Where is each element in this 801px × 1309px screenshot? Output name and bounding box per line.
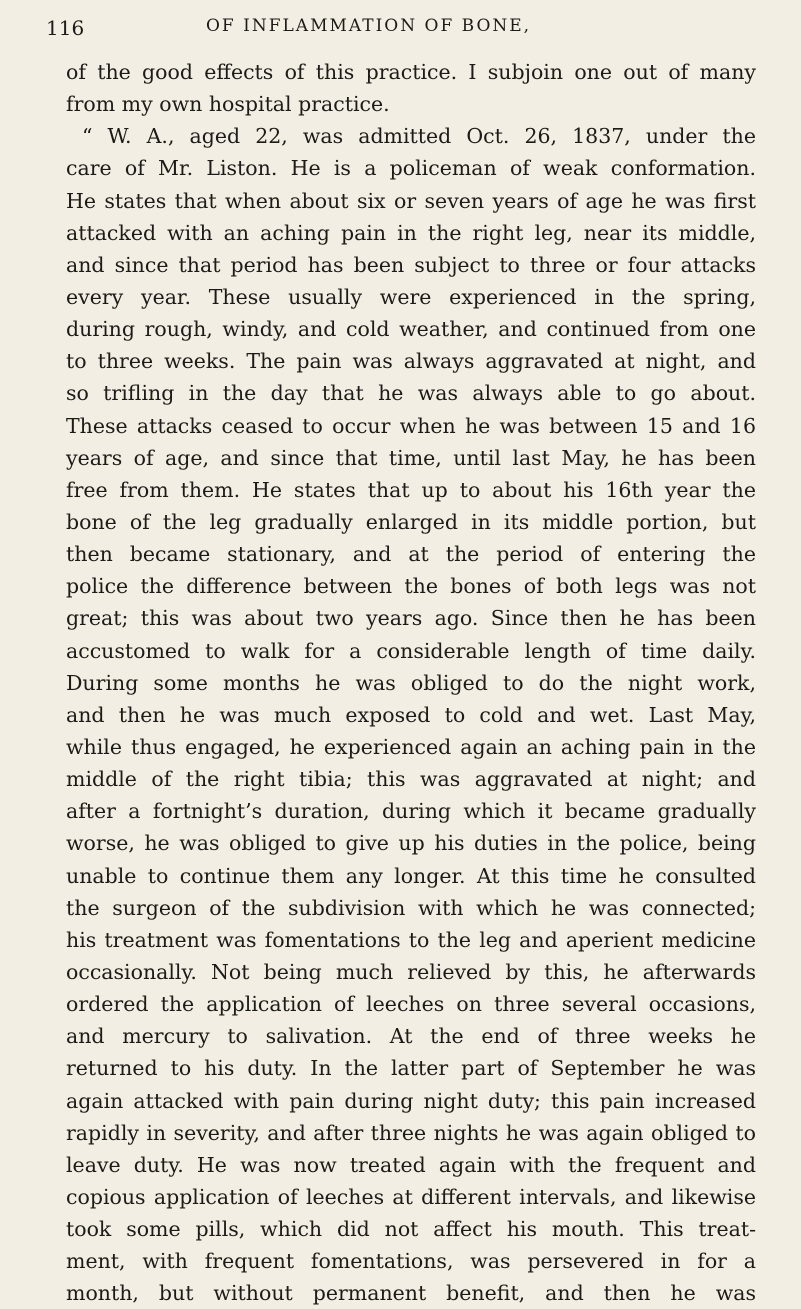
text-line: and since that period has been subject to three or four attacks [66, 252, 756, 277]
text-line: the surgeon of the subdivision with which he was connected; [66, 895, 756, 920]
page-number: 116 [46, 16, 85, 40]
text-line: from my own hospital practice. [66, 92, 390, 117]
text-line: and mercury to salivation. At the end of three weeks he [66, 1024, 756, 1049]
text-line: great; this was about two years ago. Since then he has been [66, 606, 756, 631]
text-line: to three weeks. The pain was always aggravated at night, and [66, 349, 756, 374]
text-line: leave duty. He was now treated again with the frequent and [66, 1152, 756, 1177]
text-line: He states that when about six or seven years of age he was first [66, 188, 756, 213]
running-head [46, 16, 766, 48]
text-line: “ W. A., aged 22, was admitted Oct. 26, 1837, under the [82, 124, 756, 149]
text-line: his treatment was fomentations to the leg and aperient medicine [66, 927, 756, 952]
text-line: During some months he was obliged to do the night work, [66, 670, 756, 695]
text-line: while thus engaged, he experienced again an aching pain in the [66, 734, 756, 759]
text-line: occasionally. Not being much relieved by this, he afterwards [66, 959, 756, 984]
text-line: every year. These usually were experienced in the spring, [66, 284, 756, 309]
text-line: unable to continue them any longer. At this time he consulted [66, 863, 756, 888]
text-line: ment, with frequent fomentations, was persevered in for a [66, 1249, 756, 1274]
text-line: then became stationary, and at the period of entering the [66, 542, 756, 567]
text-line: ordered the application of leeches on three several occasions, [66, 992, 756, 1017]
chapter-title: OF INFLAMMATION OF BONE, [206, 16, 532, 36]
body-text [66, 56, 756, 1309]
text-line: attacked with an aching pain in the right leg, near its middle, [66, 220, 756, 245]
text-line: month, but without permanent benefit, and then he was [66, 1281, 756, 1306]
text-line: bone of the leg gradually enlarged in its middle portion, but [66, 509, 756, 534]
text-line: after a fortnight’s duration, during which it became gradually [66, 799, 756, 824]
text-line: took some pills, which did not affect his mouth. This treat- [66, 1217, 756, 1242]
text-line: police the difference between the bones of both legs was not [66, 574, 756, 599]
text-line: These attacks ceased to occur when he was between 15 and 16 [66, 413, 756, 438]
text-line: free from them. He states that up to about his 16th year the [66, 477, 756, 502]
text-line: and then he was much exposed to cold and wet. Last May, [66, 702, 756, 727]
text-line: accustomed to walk for a considerable length of time daily. [66, 638, 756, 663]
text-line: middle of the right tibia; this was aggravated at night; and [66, 767, 756, 792]
text-line: copious application of leeches at different intervals, and likewise [66, 1184, 756, 1209]
text-line: worse, he was obliged to give up his duties in the police, being [66, 831, 756, 856]
text-line: years of age, and since that time, until last May, he has been [66, 445, 756, 470]
text-line: during rough, windy, and cold weather, and continued from one [66, 317, 756, 342]
text-line: returned to his duty. In the latter part of September he was [66, 1056, 756, 1081]
text-line: rapidly in severity, and after three nights he was again obliged to [66, 1120, 756, 1145]
text-line: of the good effects of this practice. I subjoin one out of many [66, 60, 756, 84]
text-line: so trifling in the day that he was always able to go about. [66, 381, 756, 406]
text-line: care of Mr. Liston. He is a policeman of weak conformation. [66, 156, 756, 181]
text-line: again attacked with pain during night duty; this pain increased [66, 1088, 756, 1113]
